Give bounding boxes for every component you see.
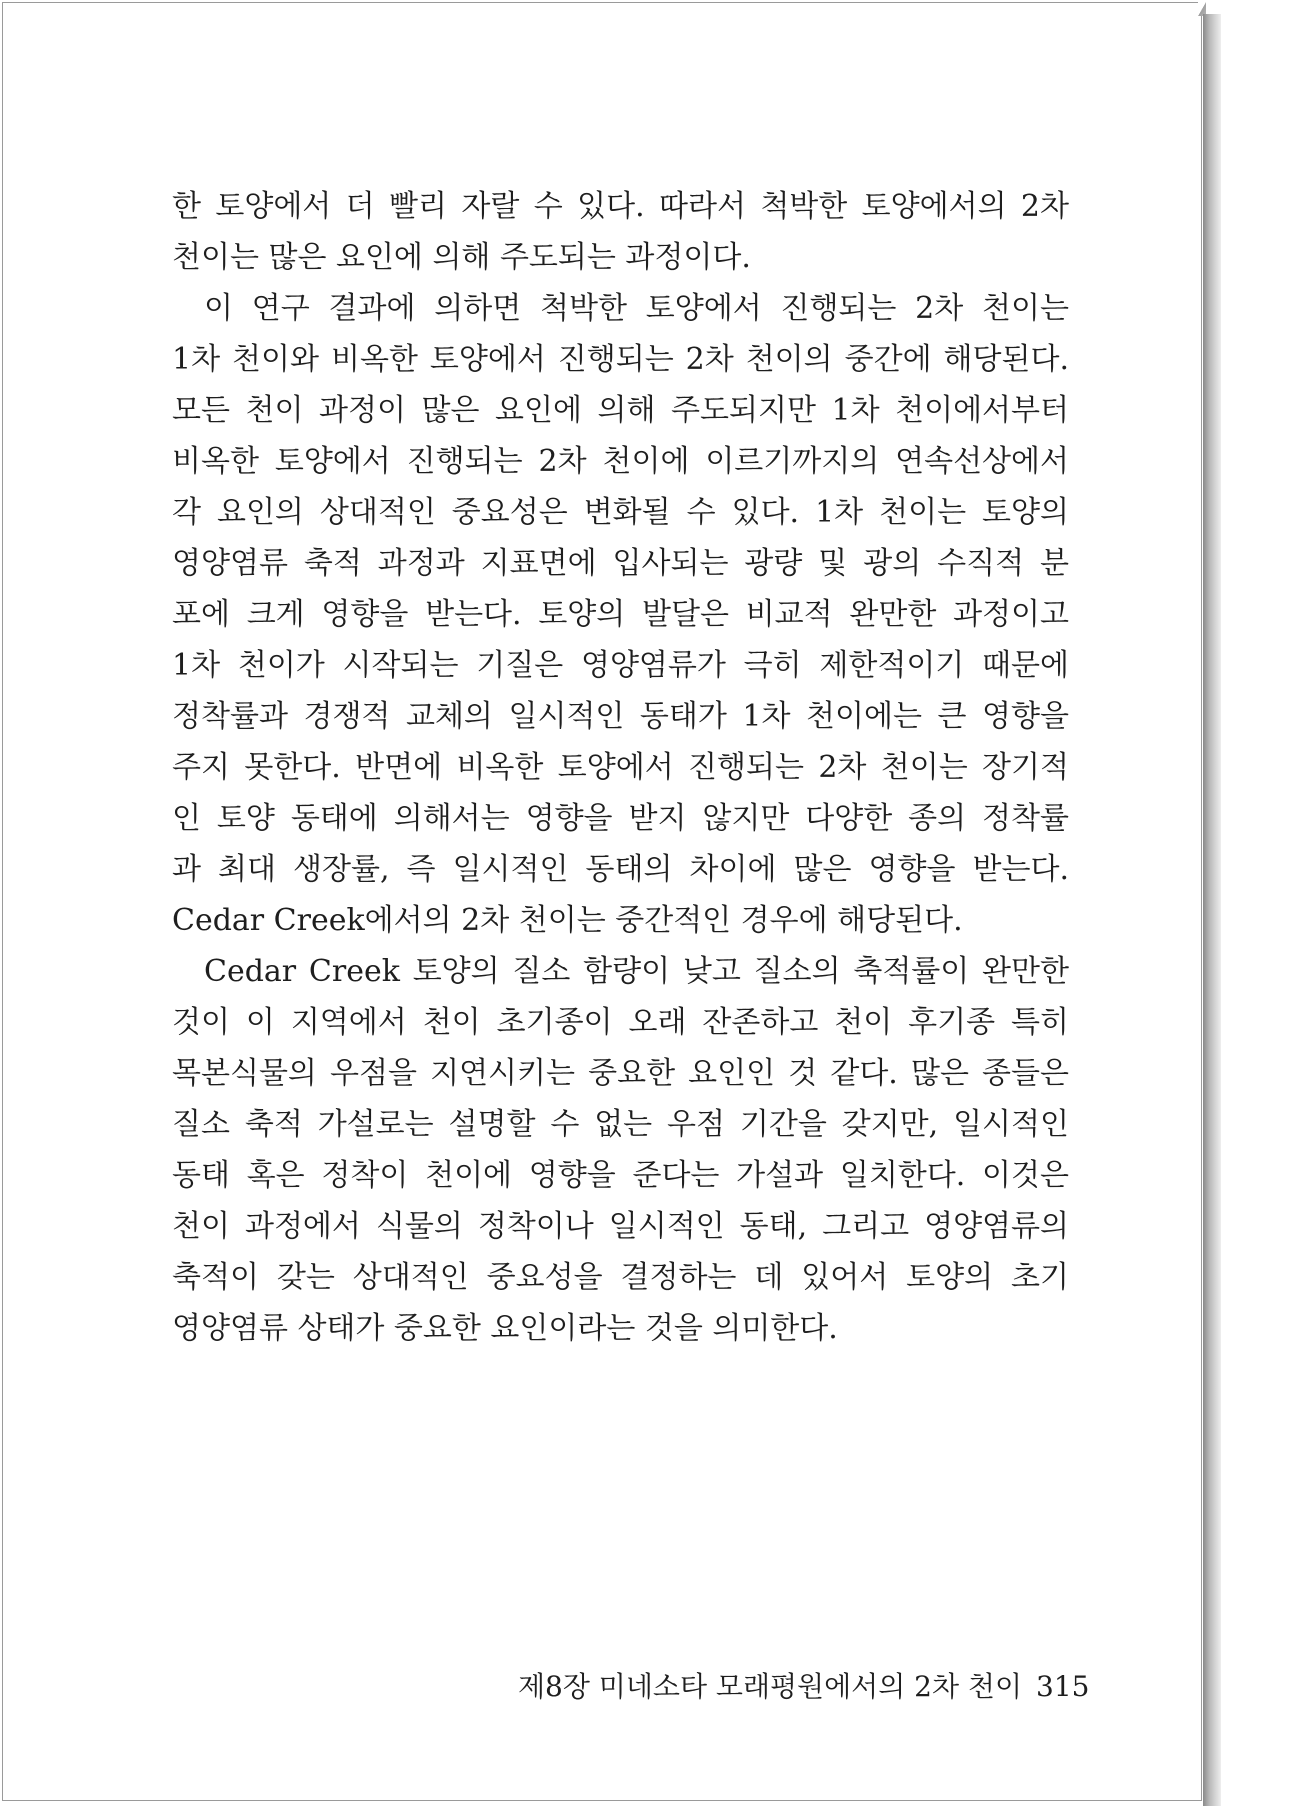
body-text — [172, 181, 1069, 1354]
paragraph-start-line: 이 연구 결과에 의하면 척박한 토양에서 진행되는 2차 천이는 — [204, 291, 1069, 326]
page-edge-shadow — [1203, 14, 1221, 1806]
chapter-title: 제8장 미네소타 모래평원에서의 2차 천이 — [518, 1670, 1023, 1703]
text-line: 정착률과 경쟁적 교체의 일시적인 동태가 1차 천이에는 큰 영향을 — [172, 699, 1069, 734]
text-line: 1차 천이와 비옥한 토양에서 진행되는 2차 천이의 중간에 해당된다. — [172, 342, 1069, 377]
paragraph-start-line: Cedar Creek 토양의 질소 함량이 낮고 질소의 축적률이 완만한 — [204, 954, 1069, 989]
text-line: 동태 혹은 정착이 천이에 영향을 준다는 가설과 일치한다. 이것은 — [172, 1158, 1069, 1193]
text-line: 각 요인의 상대적인 중요성은 변화될 수 있다. 1차 천이는 토양의 — [172, 495, 1069, 530]
text-line: 한 토양에서 더 빨리 자랄 수 있다. 따라서 척박한 토양에서의 2차 — [172, 189, 1069, 224]
text-line: 포에 크게 영향을 받는다. 토양의 발달은 비교적 완만한 과정이고 — [172, 597, 1069, 632]
text-line: 천이 과정에서 식물의 정착이나 일시적인 동태, 그리고 영양염류의 — [172, 1209, 1069, 1244]
text-line: 모든 천이 과정이 많은 요인에 의해 주도되지만 1차 천이에서부터 — [172, 393, 1069, 428]
text-line: Cedar Creek에서의 2차 천이는 중간적인 경우에 해당된다. — [172, 903, 963, 938]
text-line: 인 토양 동태에 의해서는 영향을 받지 않지만 다양한 종의 정착률 — [172, 801, 1069, 836]
text-line: 영양염류 상태가 중요한 요인이라는 것을 의미한다. — [172, 1311, 838, 1346]
text-line: 천이는 많은 요인에 의해 주도되는 과정이다. — [172, 240, 751, 275]
text-line: 축적이 갖는 상대적인 중요성을 결정하는 데 있어서 토양의 초기 — [172, 1260, 1069, 1295]
text-line: 목본식물의 우점을 지연시키는 중요한 요인인 것 같다. 많은 종들은 — [172, 1056, 1069, 1091]
text-line: 것이 이 지역에서 천이 초기종이 오래 잔존하고 천이 후기종 특히 — [172, 1005, 1069, 1040]
text-line: 주지 못한다. 반면에 비옥한 토양에서 진행되는 2차 천이는 장기적 — [172, 750, 1069, 785]
text-line: 과 최대 생장률, 즉 일시적인 동태의 차이에 많은 영향을 받는다. — [172, 852, 1069, 887]
text-line: 비옥한 토양에서 진행되는 2차 천이에 이르기까지의 연속선상에서 — [172, 444, 1069, 479]
text-line: 영양염류 축적 과정과 지표면에 입사되는 광량 및 광의 수직적 분 — [172, 546, 1069, 581]
text-line: 1차 천이가 시작되는 기질은 영양염류가 극히 제한적이기 때문에 — [172, 648, 1069, 683]
book-page — [2, 2, 1202, 1801]
running-footer — [518, 1669, 1090, 1705]
page-number: 315 — [1036, 1670, 1090, 1703]
text-line: 질소 축적 가설로는 설명할 수 없는 우점 기간을 갖지만, 일시적인 — [172, 1107, 1069, 1142]
